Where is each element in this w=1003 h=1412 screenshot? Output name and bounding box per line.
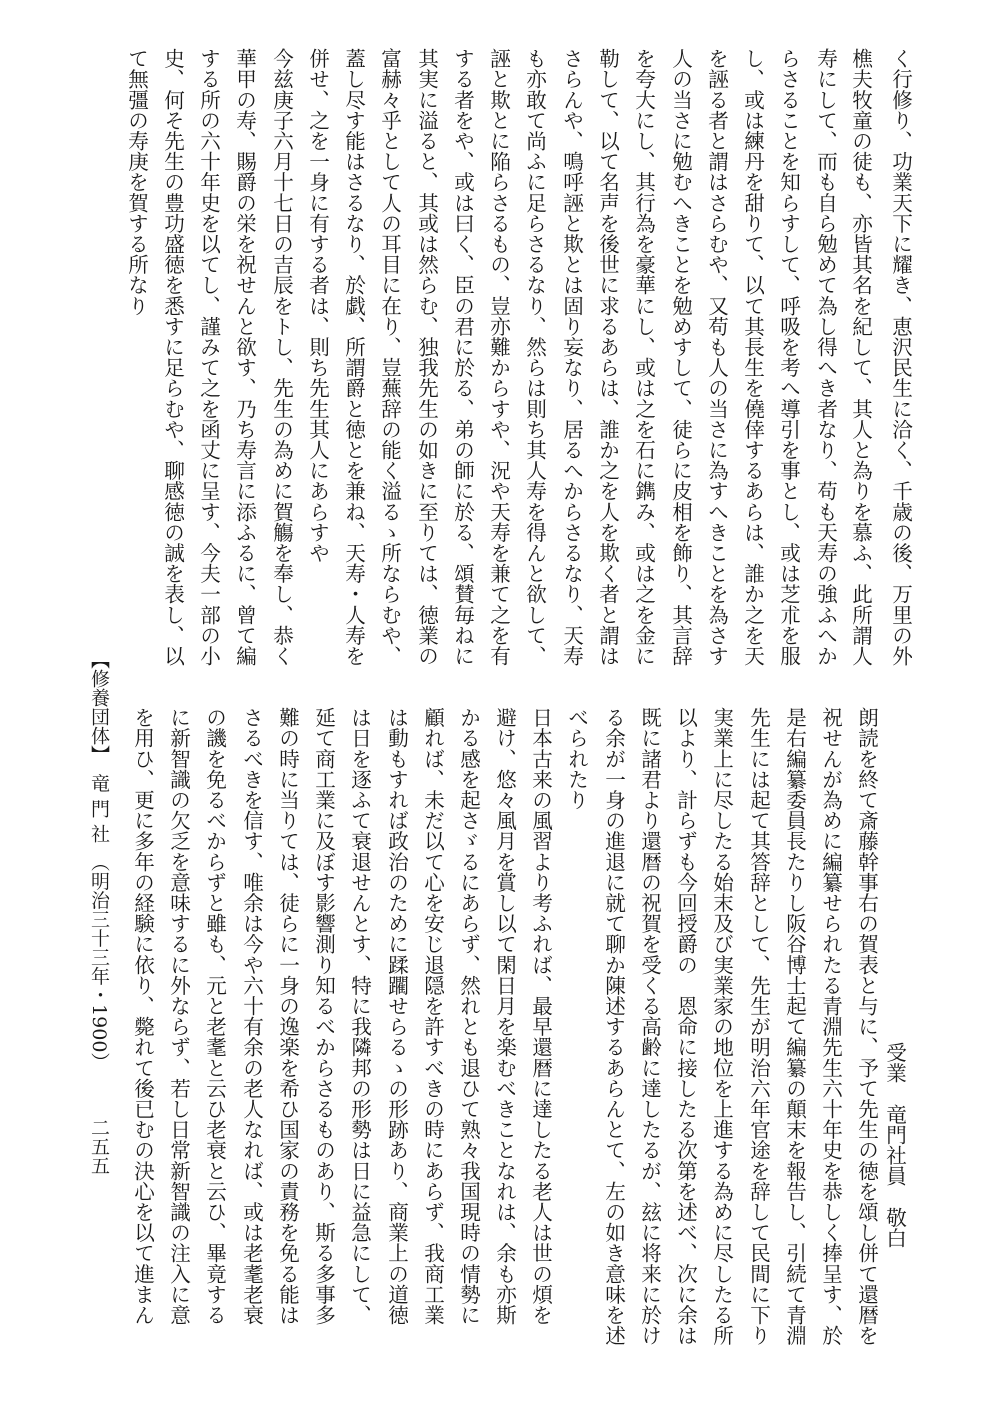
text-column: を夸大にし、其行為を豪華にし、或は之を石に鐫み、或は之を金に [631, 48, 656, 666]
text-column: 既に諸君より還暦の祝賀を受くる高齢に達したるが、玆に将来に於け [637, 707, 662, 1346]
text-column: 顧れば、未だ以て心を安じ退隠を許すべきの時にあらず、我商工業 [420, 707, 445, 1325]
text-column: 蓋し尽す能はさるなり、於戯、所謂爵と徳とを兼ね、天寿・人寿を [341, 48, 366, 666]
text-column: 史、何そ先生の豊功盛徳を悉すに足らむや、聊感徳の誠を表し、以 [160, 48, 185, 666]
text-column: 先生には起て其答辞として、先生が明治六年官途を辞して民間に下り [746, 707, 771, 1346]
text-column: 祝せんが為めに編纂せられたる青淵先生六十年史を恭しく捧呈す、於 [818, 707, 843, 1346]
text-column: 実業上に尽したる始末及び実業家の地位を上進する為めに尽したる所 [709, 707, 734, 1346]
text-column: を誣る者と謂はさらむや、又苟も人の当さに為すへきことを為さす [704, 48, 729, 666]
text-column: は動もすれば政治のために蹂躙せらるゝの形跡あり、商業上の道徳 [384, 707, 409, 1325]
text-column: る余が一身の進退に就て聊か陳述するあらんとて、左の如き意味を述 [601, 707, 626, 1346]
text-column: は日を逐ふて衰退せんとす、特に我隣邦の形勢は日に益急にして、 [347, 707, 372, 1325]
text-column: 富赫々乎として人の耳目に在り、豈蕪辞の能く溢るゝ所ならむや、 [377, 48, 402, 666]
text-column: べられたり [564, 707, 589, 810]
text-column: を用ひ、更に多年の経験に依り、斃れて後已むの決心を以て進まん [130, 707, 155, 1325]
text-column: さるべきを信す、唯余は今や六十有余の老人なれば、或は老耄老衰 [239, 707, 264, 1325]
text-column: く行修り、功業天下に耀き、恵沢民生に洽く、千歳の後、万里の外 [888, 48, 913, 666]
text-column: 難の時に当りては、徒らに一身の逸楽を希ひ国家の責務を免る能は [275, 707, 300, 1325]
text-column: 是右編纂委員長たりし阪谷博士起て編纂の顛末を報告し、引続て青淵 [782, 707, 807, 1346]
text-column: かる感を起さゞるにあらず、然れとも退ひて熟々我国現時の情勢に [456, 707, 481, 1325]
text-column: 誣と欺とに陥らさるもの、豈亦難からすや、況や天寿を兼て之を有 [486, 48, 511, 666]
text-column: さらんや、鳴呼誣と欺とは固り妄なり、居るへからさるなり、天寿 [559, 48, 584, 666]
text-column: 寿にして、而も自ら勉めて為し得へき者なり、苟も天寿の強ふへか [813, 48, 838, 666]
text-column: の譏を免るべからずと雖も、元と老耄と云ひ老衰と云ひ、畢竟する [202, 707, 227, 1325]
text-column: も亦敢て尚ふに足らさるなり、然らは則ち其人寿を得んと欲して、 [522, 48, 547, 666]
text-column: 朗読を終て斎藤幹事右の賀表と与に、予て先生の徳を頌し併て還暦を [854, 707, 879, 1346]
text-column: 勒して、以て名声を後世に求るあらは、誰か之を人を欺く者と謂は [595, 48, 620, 666]
text-column: 樵夫牧童の徒も、亦皆其名を紀して、其人と為りを慕ふ、此所謂人 [848, 48, 873, 666]
page-number: 二五五 [88, 1118, 110, 1175]
footer-source-line: 【修養団体】 竜 門 社 （明治三十三年・1900） [88, 650, 110, 1072]
text-column: 其実に溢ると、其或は然らむ、独我先生の如きに至りては、徳業の [414, 48, 439, 666]
text-column: 華甲の寿、賜爵の栄を祝せんと欲す、乃ち寿言に添ふるに、曾て編 [232, 48, 257, 666]
signature-heading: 受業 竜門社員 敬白 [882, 1042, 907, 1248]
text-column: 避け、悠々風月を賞し以て閑日月を楽むべきことなれは、余も亦斯 [492, 707, 517, 1325]
text-column: 今兹庚子六月十七日の吉辰をトし、先生の為めに賀觴を奉し、恭く [269, 48, 294, 666]
text-column: 日本古来の風習より考ふれば、最早還暦に達したる老人は世の煩を [528, 707, 553, 1325]
text-column: 人の当さに勉むへきことを勉めすして、徒らに皮相を飾り、其言辞 [668, 48, 693, 666]
text-column: し、或は練丹を甜りて、以て其長生を僥倖するあらは、誰か之を天 [740, 48, 765, 666]
text-column: て無彊の寿庚を賀する所なり [124, 48, 149, 316]
text-column: する者をや、或は曰く、臣の君に於る、弟の師に於る、頌賛毎ねに [450, 48, 475, 666]
text-column: する所の六十年史を以てし、謹みて之を函丈に呈す、今夫一部の小 [196, 48, 221, 666]
text-column: 以より、計らずも今回授爵の 恩命に接したる次第を述べ、次に余は [673, 707, 698, 1346]
text-column: らさることを知らすして、呼吸を考へ導引を事とし、或は芝朮を服 [776, 48, 801, 666]
text-column: 延て商工業に及ぼす影響測り知るべからさるものあり、斯る多事多 [311, 707, 336, 1325]
text-column: 併せ、之を一身に有する者は、則ち先生其人にあらすや [305, 48, 330, 563]
text-column: に新智識の欠乏を意味するに外ならず、若し日常新智識の注入に意 [166, 707, 191, 1325]
